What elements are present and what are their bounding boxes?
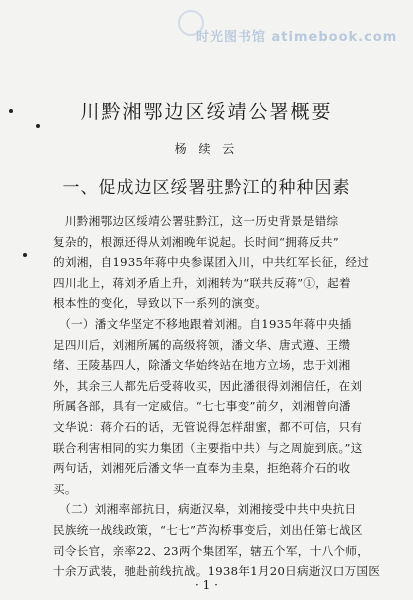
document-title: 川黔湘鄂边区绥靖公署概要 bbox=[80, 101, 333, 123]
body-line: 所属各部，具有一定威信。“七七事变”前夕，刘湘曾向潘 bbox=[53, 399, 351, 414]
scan-speck bbox=[23, 253, 27, 257]
body-line: （二）刘湘率部抗日，病逝汉皋，刘湘接受中共中央抗日 bbox=[53, 502, 357, 517]
scan-speck bbox=[36, 124, 40, 128]
page-number: · 1 · bbox=[195, 578, 218, 592]
body-line: 司令长官，亲率22、23两个集团军，辖五个军，十八个师， bbox=[53, 543, 370, 558]
body-line: 两句话，刘湘死后潘文华一直奉为圭臬，拒绝蒋介石的收 bbox=[53, 461, 351, 476]
body-line: 复杂的，根源还得从刘湘晚年说起。长时间“拥蒋反共” bbox=[53, 234, 340, 249]
body-line: （一）潘文华坚定不移地跟着刘湘。自1935年蒋中央插 bbox=[53, 317, 352, 331]
body-line: 十余万武装，驰赴前线抗战。1938年1月20日病逝汉口万国医 bbox=[53, 564, 381, 579]
body-line: 川黔湘鄂边区绥靖公署驻黔江，这一历史背景是错综 bbox=[53, 214, 339, 228]
body-line: 足四川后，刘湘所属的高级将领，潘文华、唐式遵、王缵 bbox=[53, 337, 351, 352]
body-line: 四川北上，蒋刘矛盾上升，刘湘转为“联共反蒋”①，起着 bbox=[53, 275, 351, 290]
section-heading: 一、促成边区绥署驻黔江的种种因素 bbox=[62, 178, 351, 198]
body-line: 文华说：蒋介石的话，无管说得怎样甜蜜，都不可信，只有 bbox=[53, 420, 363, 434]
watermark: 时光图书馆 atimebook.com bbox=[196, 30, 398, 45]
body-line: 联合利害相同的实力集团（主要指中共）与之周旋到底。”这 bbox=[53, 440, 363, 455]
body-line: 买。 bbox=[53, 481, 77, 496]
body-line: 外，其余三人都先后受蒋收买，因此潘很得刘湘信任，在刘 bbox=[53, 378, 363, 393]
body-line: 绪、王陵基四人，除潘文华始终站在地方立场，忠于刘湘 bbox=[53, 358, 351, 373]
body-line: 根本性的变化，导致以下一系列的演变。 bbox=[53, 296, 268, 311]
author-name: 杨 续 云 bbox=[174, 142, 239, 156]
body-line: 的刘湘，自1935年蒋中央参谋团入川，中共红军长征，经过 bbox=[53, 255, 370, 270]
body-line: 民族统一战线政策，“七七”芦沟桥事变后，刘出任第七战区 bbox=[53, 523, 363, 537]
